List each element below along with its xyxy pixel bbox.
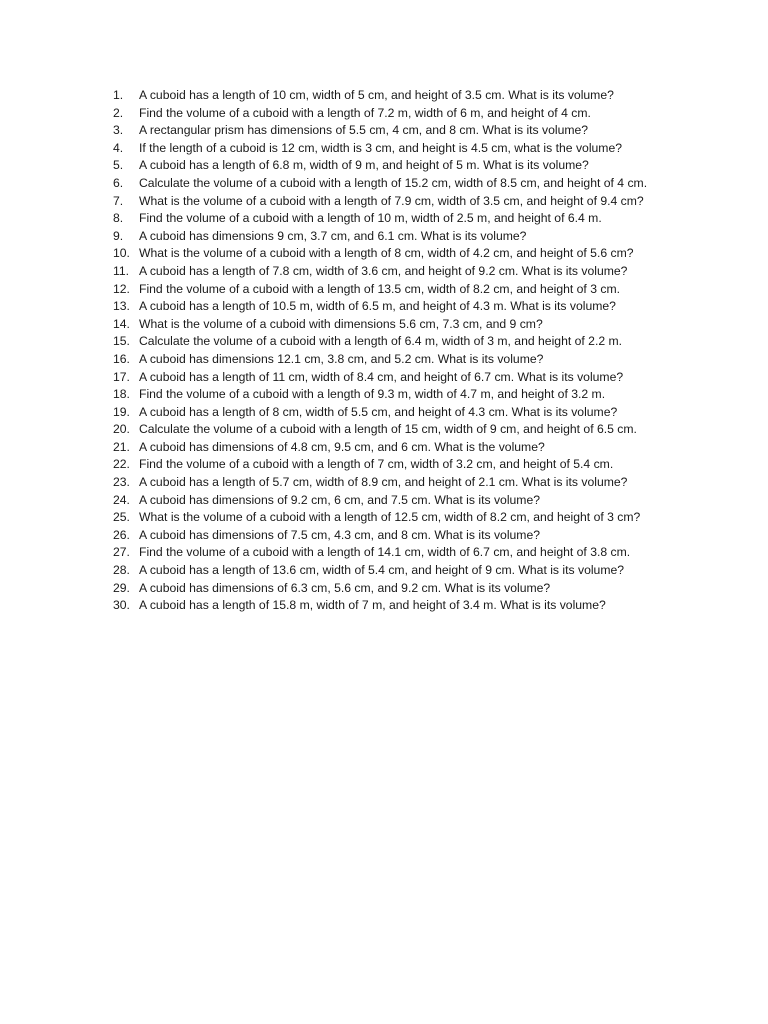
question-number: 15. — [113, 334, 130, 349]
question-item-13 — [113, 298, 683, 316]
question-text: Find the volume of a cuboid with a length of 7 cm, width of 3.2 cm, and height of 5.4 cm. — [139, 457, 614, 472]
question-item-5 — [113, 157, 683, 175]
question-number: 10. — [113, 246, 130, 261]
question-text: Find the volume of a cuboid with a length of 9.3 m, width of 4.7 m, and height of 3.2 m. — [139, 387, 606, 402]
question-text: Find the volume of a cuboid with a length of 10 m, width of 2.5 m, and height of 6.4 m. — [139, 211, 602, 226]
question-number: 18. — [113, 387, 130, 402]
question-item-22 — [113, 456, 683, 474]
question-number: 22. — [113, 457, 130, 472]
question-item-15 — [113, 333, 683, 351]
question-item-7 — [113, 193, 683, 211]
question-text: A cuboid has dimensions of 9.2 cm, 6 cm, and 7.5 cm. What is its volume? — [139, 492, 541, 507]
question-number: 20. — [113, 422, 130, 437]
question-text: A cuboid has a length of 7.8 cm, width of 3.6 cm, and height of 9.2 cm. What is its volume? — [139, 263, 628, 278]
question-number: 16. — [113, 351, 130, 366]
question-number: 12. — [113, 281, 130, 296]
question-text: A cuboid has dimensions of 7.5 cm, 4.3 cm, and 8 cm. What is its volume? — [139, 527, 541, 542]
question-text: Calculate the volume of a cuboid with a length of 15.2 cm, width of 8.5 cm, and height of 4 cm. — [139, 175, 648, 190]
question-number: 7. — [113, 193, 124, 208]
question-item-16 — [113, 351, 683, 369]
question-list — [113, 87, 683, 615]
question-item-2 — [113, 105, 683, 123]
question-number: 30. — [113, 598, 130, 613]
question-text: A cuboid has a length of 5.7 cm, width of 8.9 cm, and height of 2.1 cm. What is its volume? — [139, 475, 628, 490]
question-text: What is the volume of a cuboid with dimensions 5.6 cm, 7.3 cm, and 9 cm? — [139, 316, 543, 331]
question-number: 23. — [113, 475, 130, 490]
question-item-27 — [113, 544, 683, 562]
question-text: A rectangular prism has dimensions of 5.5 cm, 4 cm, and 8 cm. What is its volume? — [139, 123, 589, 138]
question-number: 26. — [113, 527, 130, 542]
question-item-11 — [113, 263, 683, 281]
question-item-1 — [113, 87, 683, 105]
question-number: 21. — [113, 439, 130, 454]
question-number: 4. — [113, 140, 124, 155]
question-text: Calculate the volume of a cuboid with a length of 15 cm, width of 9 cm, and height of 6.5 cm. — [139, 422, 637, 437]
question-item-24 — [113, 492, 683, 510]
question-item-18 — [113, 386, 683, 404]
question-number: 3. — [113, 123, 124, 138]
question-text: Calculate the volume of a cuboid with a length of 6.4 m, width of 3 m, and height of 2.2 m. — [139, 334, 623, 349]
question-item-12 — [113, 281, 683, 299]
question-item-6 — [113, 175, 683, 193]
question-item-25 — [113, 509, 683, 527]
question-number: 11. — [113, 263, 130, 278]
question-text: A cuboid has a length of 10.5 m, width of 6.5 m, and height of 4.3 m. What is its volume? — [139, 299, 616, 314]
question-item-9 — [113, 228, 683, 246]
question-text: Find the volume of a cuboid with a length of 14.1 cm, width of 6.7 cm, and height of 3.8 cm. — [139, 545, 631, 560]
question-item-21 — [113, 439, 683, 457]
question-text: A cuboid has dimensions 9 cm, 3.7 cm, and 6.1 cm. What is its volume? — [139, 228, 527, 243]
question-text: Find the volume of a cuboid with a length of 13.5 cm, width of 8.2 cm, and height of 3 cm. — [139, 281, 620, 296]
question-text: A cuboid has dimensions of 4.8 cm, 9.5 cm, and 6 cm. What is the volume? — [139, 439, 545, 454]
question-text: A cuboid has a length of 6.8 m, width of 9 m, and height of 5 m. What is its volume? — [139, 158, 589, 173]
question-text: A cuboid has a length of 15.8 m, width of 7 m, and height of 3.4 m. What is its volume? — [139, 598, 606, 613]
question-number: 28. — [113, 563, 130, 578]
question-number: 14. — [113, 316, 130, 331]
question-text: A cuboid has a length of 8 cm, width of 5.5 cm, and height of 4.3 cm. What is its volume? — [139, 404, 618, 419]
question-number: 13. — [113, 299, 130, 314]
question-text: If the length of a cuboid is 12 cm, width is 3 cm, and height is 4.5 cm, what is the volume? — [139, 140, 623, 155]
question-item-10 — [113, 245, 683, 263]
question-item-30 — [113, 597, 683, 615]
question-item-26 — [113, 527, 683, 545]
question-text: A cuboid has a length of 13.6 cm, width of 5.4 cm, and height of 9 cm. What is its volume? — [139, 563, 625, 578]
question-number: 24. — [113, 492, 130, 507]
question-item-17 — [113, 369, 683, 387]
question-number: 2. — [113, 105, 124, 120]
question-number: 9. — [113, 228, 124, 243]
question-item-29 — [113, 580, 683, 598]
question-number: 6. — [113, 175, 124, 190]
question-text: A cuboid has dimensions of 6.3 cm, 5.6 cm, and 9.2 cm. What is its volume? — [139, 580, 551, 595]
question-number: 25. — [113, 510, 130, 525]
question-number: 8. — [113, 211, 124, 226]
question-number: 17. — [113, 369, 130, 384]
question-number: 1. — [113, 88, 124, 102]
question-item-4 — [113, 140, 683, 158]
question-text: A cuboid has a length of 11 cm, width of 8.4 cm, and height of 6.7 cm. What is its volume? — [139, 369, 624, 384]
question-item-28 — [113, 562, 683, 580]
question-number: 5. — [113, 158, 124, 173]
question-number: 19. — [113, 404, 130, 419]
question-text: What is the volume of a cuboid with a length of 7.9 cm, width of 3.5 cm, and height of 9.4 cm? — [139, 193, 644, 208]
question-text: What is the volume of a cuboid with a length of 12.5 cm, width of 8.2 cm, and height of 3 cm? — [139, 510, 641, 525]
question-item-14 — [113, 316, 683, 334]
question-text: A cuboid has dimensions 12.1 cm, 3.8 cm, and 5.2 cm. What is its volume? — [139, 351, 544, 366]
question-number: 27. — [113, 545, 130, 560]
question-item-3 — [113, 122, 683, 140]
question-text: Find the volume of a cuboid with a length of 7.2 m, width of 6 m, and height of 4 cm. — [139, 105, 591, 120]
question-item-8 — [113, 210, 683, 228]
question-text: What is the volume of a cuboid with a length of 8 cm, width of 4.2 cm, and height of 5.6 cm? — [139, 246, 634, 261]
question-item-20 — [113, 421, 683, 439]
question-text: A cuboid has a length of 10 cm, width of 5 cm, and height of 3.5 cm. What is its volume? — [139, 88, 614, 102]
question-item-19 — [113, 404, 683, 422]
question-number: 29. — [113, 580, 130, 595]
question-item-23 — [113, 474, 683, 492]
